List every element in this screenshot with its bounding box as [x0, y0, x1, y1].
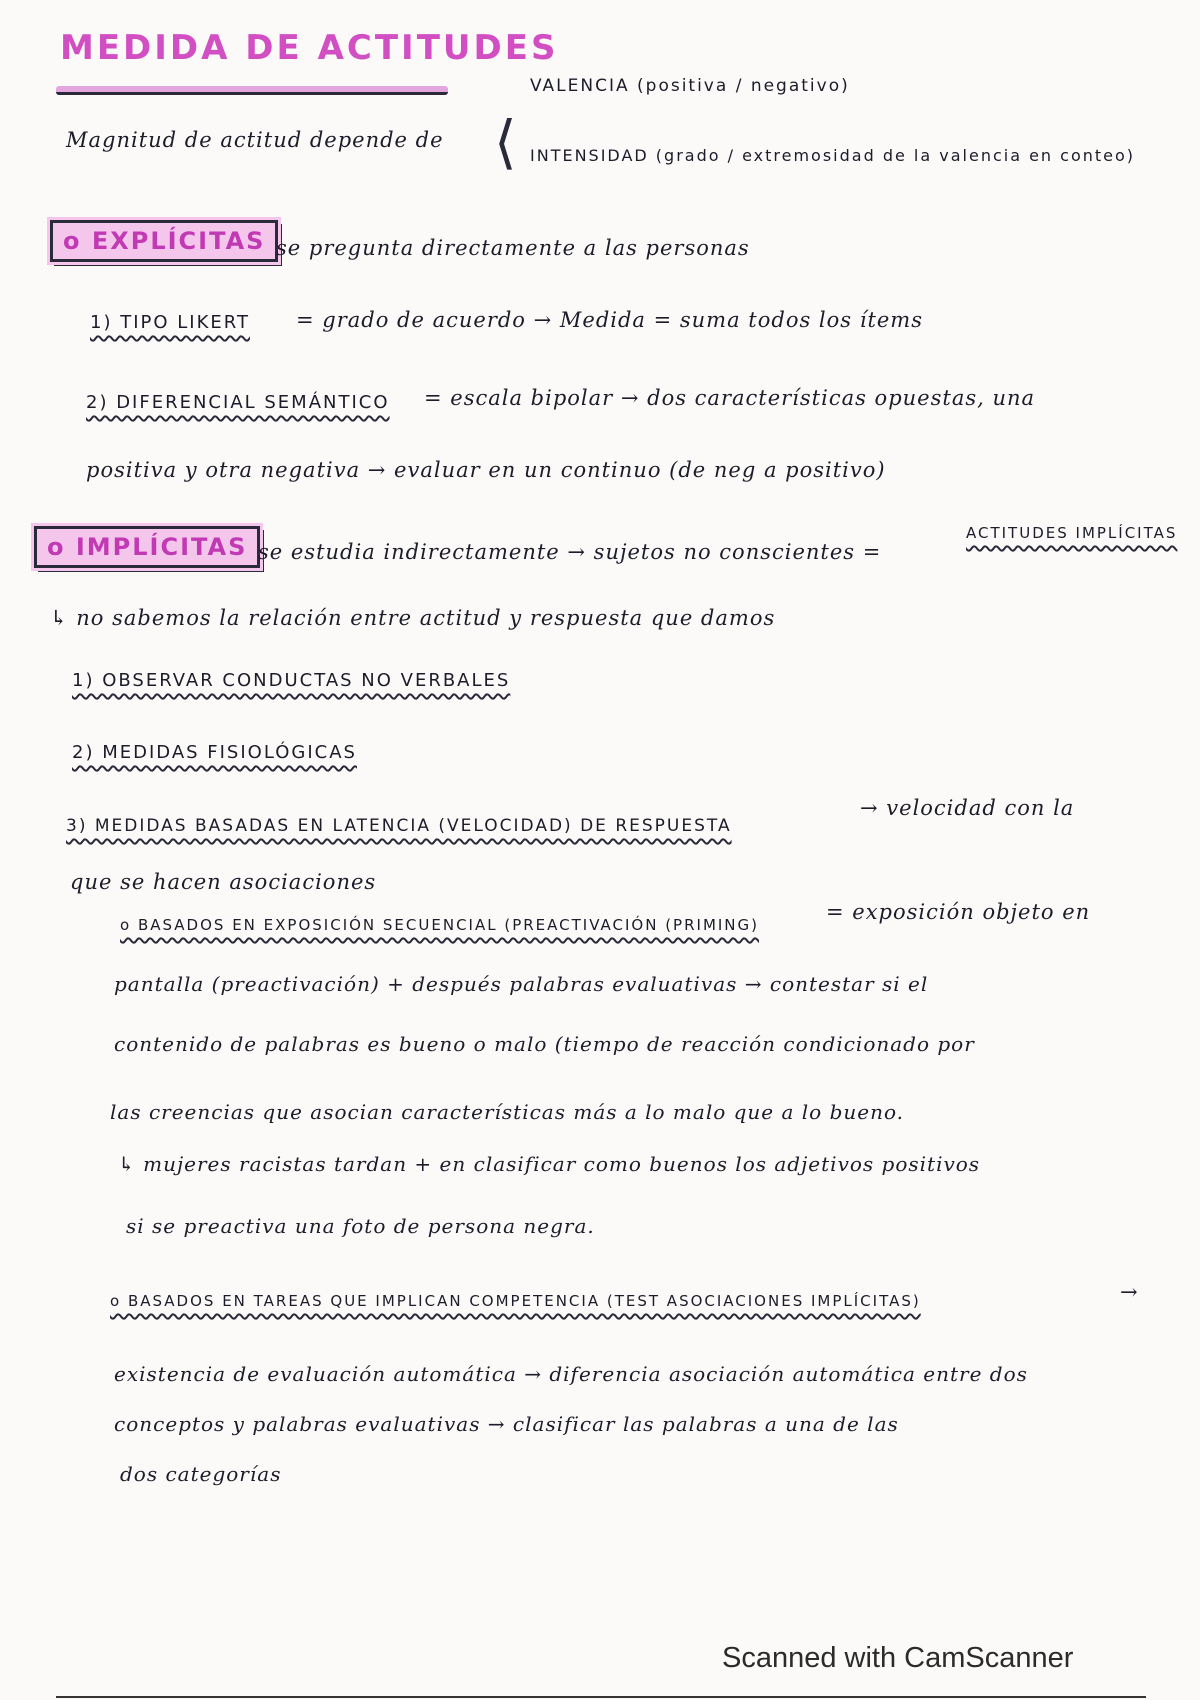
method-1: 1) OBSERVAR CONDUCTAS NO VERBALES — [72, 670, 511, 691]
basados-2-text: → — [1120, 1280, 1139, 1304]
basados-1-line5: ↳ mujeres racistas tardan + en clasificar como buenos los adjetivos positivos — [118, 1152, 981, 1176]
method-3-label: 3) MEDIDAS BASADAS EN LATENCIA (VELOCIDAD) DE RESPUESTA — [66, 816, 732, 836]
basados-2-label: o BASADOS EN TAREAS QUE IMPLICAN COMPETENCIA (TEST ASOCIACIONES IMPLÍCITAS) — [110, 1292, 921, 1310]
semantic-label: 2) DIFERENCIAL SEMÁNTICO — [86, 392, 390, 413]
semantic-text: = escala bipolar → dos características opuestas, una — [424, 386, 1036, 410]
basados-2-line2: existencia de evaluación automática → diferencia asociación automática entre dos — [114, 1362, 1028, 1386]
method-3-cont: que se hacen asociaciones — [70, 870, 377, 894]
title-underline — [56, 86, 448, 95]
basados-1-line4: las creencias que asocian características más a lo malo que a lo bueno. — [110, 1100, 905, 1124]
intro-lead: Magnitud de actitud depende de — [66, 128, 444, 152]
implicitas-term: ACTITUDES IMPLÍCITAS — [966, 524, 1178, 542]
basados-1-line3: contenido de palabras es bueno o malo (tiempo de reacción condicionado por — [114, 1032, 975, 1056]
method-3-text: → velocidad con la — [860, 796, 1075, 820]
basados-1-label: o BASADOS EN EXPOSICIÓN SECUENCIAL (PREACTIVACIÓN (PRIMING) — [120, 916, 760, 934]
scanner-watermark: Scanned with CamScanner — [722, 1642, 1074, 1674]
basados-1-line6: si se preactiva una foto de persona negra. — [126, 1214, 595, 1238]
intro-intensidad: INTENSIDAD (grado / extremosidad de la valencia en conteo) — [530, 146, 1136, 165]
likert-label: 1) TIPO LIKERT — [90, 312, 250, 333]
likert-text: = grado de acuerdo → Medida = suma todos los ítems — [296, 308, 923, 332]
basados-1-text: = exposición objeto en — [826, 900, 1091, 924]
section-heading-explicitas: o EXPLÍCITAS — [50, 220, 278, 262]
brace-icon: ⟨ — [494, 108, 517, 176]
bottom-divider — [56, 1696, 1146, 1698]
basados-2-line3: conceptos y palabras evaluativas → clasificar las palabras a una de las — [114, 1412, 899, 1436]
implicitas-note: ↳ no sabemos la relación entre actitud y respuesta que damos — [50, 606, 776, 630]
semantic-cont: positiva y otra negativa → evaluar en un continuo (de neg a positivo) — [86, 458, 886, 482]
page-title: MEDIDA DE ACTITUDES — [60, 28, 559, 68]
explicitas-desc: se pregunta directamente a las personas — [276, 236, 750, 260]
section-heading-implicitas: o IMPLÍCITAS — [34, 526, 260, 568]
intro-valencia: VALENCIA (positiva / negativo) — [530, 76, 850, 96]
basados-1-line2: pantalla (preactivación) + después palabras evaluativas → contestar si el — [114, 972, 929, 996]
basados-2-line4: dos categorías — [120, 1462, 282, 1486]
method-2: 2) MEDIDAS FISIOLÓGICAS — [72, 742, 357, 763]
implicitas-desc: se estudia indirectamente → sujetos no conscientes = — [258, 540, 882, 564]
